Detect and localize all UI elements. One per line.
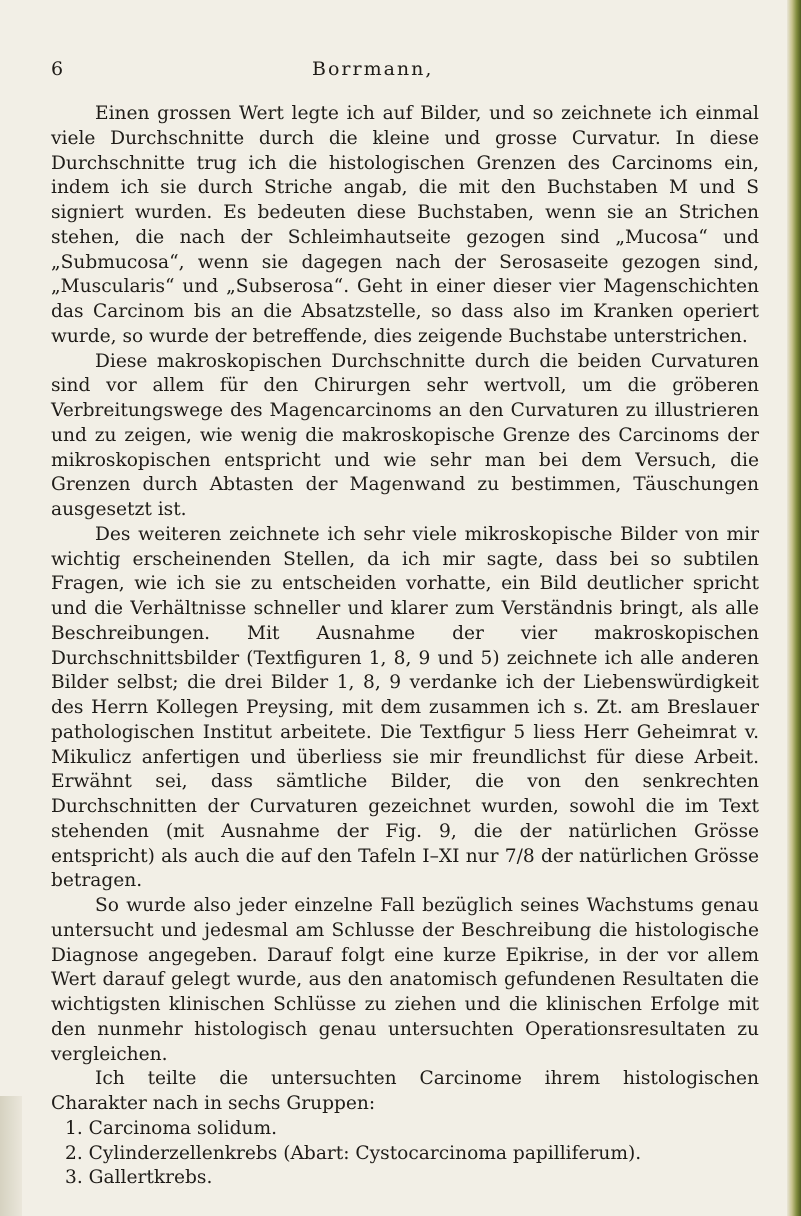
list-item: 2. Cylinderzellenkrebs (Abart: Cystocarcinoma papilliferum). [65, 1142, 642, 1164]
running-head: Borrmann, [312, 58, 434, 80]
page-header [0, 58, 801, 88]
group-list [51, 1117, 759, 1191]
list-item: 1. Carcinoma solidum. [65, 1117, 278, 1139]
paragraph: Ich teilte die untersuchten Carcinome ihrem histologischen Charakter nach in sechs Gruppen: [51, 1068, 759, 1114]
list-item: 3. Gallertkrebs. [65, 1167, 213, 1189]
page-edge-bottom-left [0, 1096, 22, 1216]
paragraph: Diese makroskopischen Durchschnitte durch die beiden Curvaturen sind vor allem für den Chirurgen sehr wertvoll, um die gröberen Verbreitungswege des Magencarcinoms an den Curvaturen zu illustrieren und zu zeigen, wie wenig die makroskopische Grenze des Carcinoms der mikroskopischen entspricht und wie sehr man bei dem Versuch, die Grenzen durch Abtasten der Magenwand zu bestimmen, Täuschungen ausgesetzt ist. [51, 350, 759, 520]
body-text [51, 102, 759, 1191]
page-number: 6 [51, 58, 64, 80]
paragraph: Einen grossen Wert legte ich auf Bilder, und so zeichnete ich einmal viele Durchschnitte durch die kleine und grosse Curvatur. In diese Durchschnitte trug ich die histologischen Grenzen des Carcinoms ein, indem ich sie durch Striche angab, die mit den Buchstaben M und S signiert wurden. Es bedeuten diese Buchstaben, wenn sie an Strichen stehen, die nach der Schleimhautseite gezogen sind „Mucosa“ und „Submucosa“, wenn sie dagegen nach der Serosaseite gezogen sind, „Muscularis“ und „Subserosa“. Geht in einer dieser vier Magenschichten das Carcinom bis an die Absatzstelle, so dass also im Kranken operiert wurde, so wurde der betreffende, dies zeigende Buchstabe unterstrichen. [51, 103, 759, 347]
page-edge-shadow [787, 0, 801, 1216]
paragraph: Des weiteren zeichnete ich sehr viele mikroskopische Bilder von mir wichtig erscheinenden Stellen, da ich mir sagte, dass bei so subtilen Fragen, wie ich sie zu entscheiden vorhatte, ein Bild deutlicher spricht und die Verhältnisse schneller und klarer zum Verständnis bringt, als alle Beschreibungen. Mit Ausnahme der vier makroskopischen Durchschnittsbilder (Textfiguren 1, 8, 9 und 5) zeichnete ich alle anderen Bilder selbst; die drei Bilder 1, 8, 9 verdanke ich der Liebenswürdigkeit des Herrn Kollegen Preysing, mit dem zusammen ich s. Zt. am Breslauer pathologischen Institut arbeitete. Die Textfigur 5 liess Herr Geheimrat v. Mikulicz anfertigen und überliess sie mir freundlichst für diese Arbeit. Erwähnt sei, dass sämtliche Bilder, die von den senkrechten Durchschnitten der Curvaturen gezeichnet wurden, sowohl die im Text stehenden (mit Ausnahme der Fig. 9, die der natürlichen Grösse entspricht) als auch die auf den Tafeln I–XI nur 7/8 der natürlichen Grösse betragen. [51, 523, 759, 892]
paragraph: So wurde also jeder einzelne Fall bezüglich seines Wachstums genau untersucht und jedesmal am Schlusse der Beschreibung die histologische Diagnose angegeben. Darauf folgt eine kurze Epikrise, in der vor allem Wert darauf gelegt wurde, aus den anatomisch gefundenen Resultaten die wichtigsten klinischen Schlüsse zu ziehen und die klinischen Erfolge mit den nunmehr histologisch genau untersuchten Operationsresultaten zu vergleichen. [51, 895, 759, 1065]
